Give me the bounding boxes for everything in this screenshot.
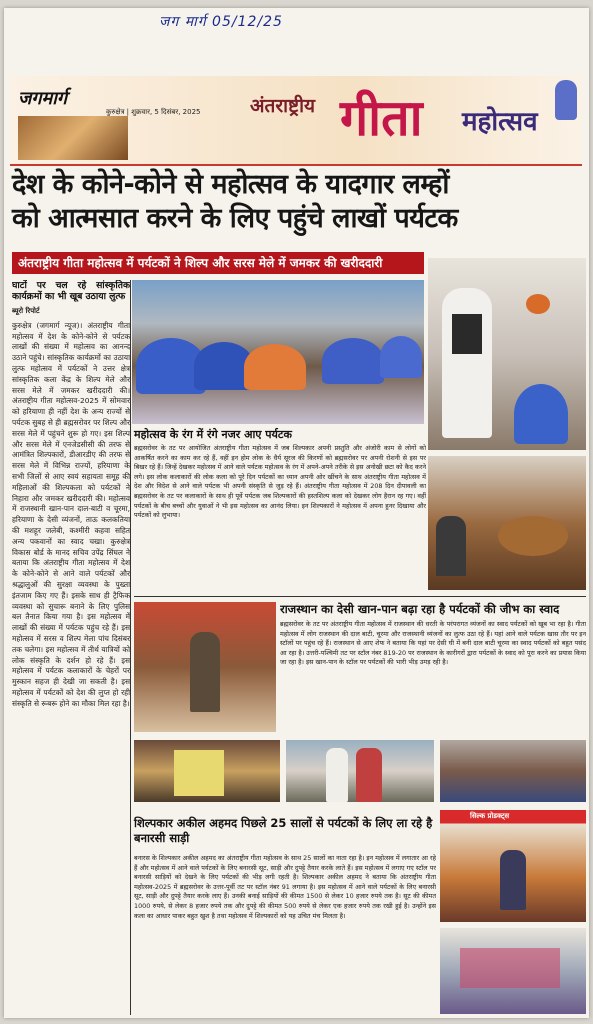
craft-market-photo — [440, 740, 586, 802]
visitor-figure — [326, 748, 348, 802]
headline-line-1: देश के कोने-कोने से महोत्सव के यादगार लम्हों — [12, 169, 449, 200]
folk-dance-photo — [132, 280, 424, 424]
masthead-photo — [18, 116, 128, 160]
left-column-article — [12, 280, 130, 1015]
chef-figure — [190, 632, 220, 712]
section3-title: शिल्पकार अकील अहमद पिछले 25 सालों से पर्यटकों के लिए ला रहे है बनारसी साड़ी — [134, 816, 433, 845]
stall-sign: सिल्क प्रोडक्ट्स — [470, 812, 510, 820]
food-pile — [498, 516, 568, 556]
section2-title: राजस्थान का देसी खान-पान बढ़ा रहा है पर्यटकों की जीभ का स्वाद — [280, 602, 560, 616]
saree-display-photo — [134, 740, 280, 802]
main-headline — [12, 168, 582, 236]
masthead-banner — [10, 76, 582, 166]
vendor-figure — [436, 516, 466, 576]
dancer-skirt-blue — [380, 336, 422, 378]
subhead-bar: अंतराष्ट्रीय गीता महोत्सव में पर्यटकों ने शिल्प और सरस मेले में जमकर की खरीददारी — [12, 252, 424, 274]
silk-shop-photo — [440, 810, 586, 922]
dancer-skirt-blue — [322, 338, 384, 384]
festival-main-title: गीता — [340, 88, 423, 147]
krishna-illustration — [555, 80, 577, 120]
chef-photo — [134, 602, 276, 732]
black-vest — [452, 314, 482, 354]
saree-shop-interior-photo — [440, 928, 586, 1014]
tourist-couple-photo — [428, 258, 586, 450]
headline-line-2: को आत्मसात करने के लिए पहुंचे लाखों पर्यटक — [12, 203, 458, 234]
festival-suffix: महोत्सव — [462, 107, 538, 137]
article-kicker: घाटों पर चल रहे सांस्कृतिक कार्यक्रमों का भी खूब उठाया लुत्फ — [12, 280, 130, 302]
section1-body: ब्रह्मसरोवर के तट पर आयोजित अंतराष्ट्रीय गीता महोत्सव में जब शिल्पकार अपनी प्रस्तुति और अंजोरी काम से लोगों को आकर्षित करने का काम कर रहे हैं, वहीं इन होम लोक के धैर्य सूरज की किरणों को ब्रह्मसरोवर पर अपनी रोशनी से इस पर बिखर रहे हैं। जिन्हें देखकर महोत्सव में आने वाले पर्यटक महोत्सव के रंग में अपने-अपने तरीके से इस अनोखी छटा को कैद करने लगे। इस लोक कलाकारों की लोक कला को पूरे दिन पर्यटकों का ध्यान अपनी ओर खींचने के साथ अंतराष्ट्रीय गीता महोत्सव में देश और विदेश से आने वाले पर्यटक भी अपनी संस्कृति से जुड़ रहे हैं। अंतराष्ट्रीय गीता महोत्सव में 208 दिन दीपावली का ब्रह्मसरोवर के तट पर कलाकारों के साथ ही पूर्वे पर्यटक जब शिल्पकारों की हस्तशिल्प कला को देखकर लोग हैरान रह गए। वहीं पर्यटकों के बीच बच्चों और युवाओं ने भी इस महोत्सव का आनंद लिया। इन शिल्पकारों ने महोत्सव में अपना हुनर दिखाया और पर्यटकों को लुभाया। — [134, 444, 426, 520]
newspaper-page — [4, 8, 589, 1018]
article-body: कुरुक्षेत्र (जगमार्ग न्यूज)। अंतराष्ट्रीय गीता महोत्सव में देश के कोने-कोने से पर्यटक लाखों की संख्या में महोत्सव का आनन्द उठाने पहुंचे। सांस्कृतिक कार्यक्रमों का उठाया लुत्फ महोत्सव में पर्यटकों ने उत्तर क्षेत्र सांस्कृतिक कला केंद्र के शिल्प मेले और सरस मेले में जमकर खरीददारी की। अंतराष्ट्रीय गीता महोत्सव-2025 में सोमवार को हरियाणा ही नहीं देश के अन्य राज्यों से पर्यटक सुबह से ही ब्रह्मसरोवर पर शिल्प और सरस मेले में पहुंचने शुरू हो गए। इस शिल्प और सरस मेले में एनजेडसीसी की तरफ से आमंत्रित शिल्पकारों, डीआरडीए की तरफ से सरस मेले में विभिन्न राज्यों, हरियाणा के सभी जिलों से आए स्वयं सहायता समूह की महिलाओं की शिल्पकला को पर्यटकों ने निहारा और जमकर खरीददारी की। महोत्सव में राजस्थानी खान-पान दाल-बाटी व चूरमा, हरियाणा के देसी व्यंजनों, ताऊ कलकतिया की मशहूर जलेबी, कश्मीरी कहवा सहित अन्य पकवानों का स्वाद चखा। कुरुक्षेत्र विकास बोर्ड के मानद सचिव उपेंद्र सिंघल ने बताया कि अंतराष्ट्रीय गीता महोत्सव में देश के कोने-कोने से आने वाले पर्यटकों और श्रद्धालुओं की सुरक्षा व्यवस्था के पुख्ता इंतजाम किए गए हैं। इसके साथ ही ट्रैफिक व्यवस्था को सुचारू बनाने के लिए पुलिस बल तैनात किया गया है। इस महोत्सव में लाखों की संख्या में पर्यटक पहुंच रहे हैं। इस महोत्सव में सरस व शिल्प मेला पांच दिसंबर तक चलेगा। इस महोत्सव में तीर्थ यात्रियों को लोक संस्कृति के दर्शन हो रहे हैं। इस महोत्सव में पर्यटक कलाकारों के चेहरों पर मुस्कान सहज ही देखी जा सकती है। इस महोत्सव में पर्यटकों को देश की लुप्त हो रही संस्कृति से रूबरू होने का मौका मिल रहा है। — [12, 320, 130, 708]
section1-title: महोत्सव के रंग में रंगे नजर आए पर्यटक — [134, 428, 292, 441]
saree-cloth — [174, 750, 224, 796]
visitor-figure — [356, 748, 382, 802]
dateline: कुरुक्षेत्र | शुक्रवार, 5 दिसंबर, 2025 — [106, 108, 201, 116]
section2-body: ब्रह्मसरोवर के तट पर अंतराष्ट्रीय गीता महोत्सव में राजस्थान की धरती के परंपरागत व्यंजनों का स्वाद पर्यटकों को खूब भा रहा है। गीता महोत्सव में लोग राजस्थान की दाल बाटी, चूरमा और राजस्थानी व्यंजनों का लुत्फ उठा रहे हैं। यहां आने वाले पर्यटक खास तौर पर इन स्टॉलों पर पहुंच रहे हैं। राजस्थान से आए शेफ ने बताया कि यहां पर देसी घी में बनी दाल बाटी चूरमा का स्वाद पर्यटकों को बहुत पसंद आ रहा है। उत्तरी-पश्चिमी तट पर स्टॉल नंबर 819-20 पर राजस्थान के कारीगरों द्वारा पर्यटकों के स्वाद को पूरा करने का प्रयास किया जा रहा है। इस खान-पान के स्टॉल पर पर्यटकों की भारी भीड़ उमड़ रही है। — [280, 620, 586, 667]
section3-body: बनारस के शिल्पकार अकील अहमद का अंतराष्ट्रीय गीता महोत्सव के साथ 25 सालों का नाता रहा है। इन महोत्सव में लगातार आ रहे हैं और महोत्सव में आने वाले पर्यटकों के लिए बनारसी सूट, साड़ी और दुपट्टे तैयार करके लाते हैं। इस महोत्सव में लगाए गए स्टॉल पर बनारसी साड़ियों को देखने के लिए पर्यटकों की भीड़ लगी रहती है। शिल्पकार अकील अहमद ने बताया कि अंतराष्ट्रीय गीता महोत्सव-2025 में ब्रह्मसरोवर के उत्तर-पूर्वी तट पर स्टॉल नंबर 91 लगाया है। इस महोत्सव में आने वाले पर्यटकों के लिए बनारसी सूट, साड़ी और दुपट्टे तैयार करके लाए हैं। उनकी बनाई साड़ियों की कीमत 1500 से लेकर 10 हजार रुपये तक है। सूट की कीमत 1000 रुपये, से लेकर 8 हजार रुपये तक और दुपट्टे की कीमत 500 रुपये से लेकर एक हजार रुपये तक रखी हुई है। उन्होंने इस कला का आधार पाकर बहुत खुश है तथा महोत्सव में शिल्पकारों को यह उचित मंच मिलता है। — [134, 854, 436, 920]
newspaper-name: जगमार्ग — [18, 88, 68, 109]
section-divider — [134, 596, 586, 597]
byline: ब्यूरो रिपोर्ट — [12, 307, 40, 315]
column-divider — [130, 280, 131, 1015]
man-in-white-figure — [442, 288, 492, 438]
visitors-photo — [286, 740, 434, 802]
festival-prefix: अंतराष्ट्रीय — [250, 95, 316, 117]
saree-rack — [460, 948, 560, 988]
dancer-skirt-orange — [244, 344, 306, 390]
shopkeeper-figure — [500, 850, 526, 910]
woman-figure — [508, 294, 568, 444]
handwritten-date-note: जग मार्ग 05/12/25 — [159, 14, 283, 30]
food-stall-photo — [428, 456, 586, 590]
